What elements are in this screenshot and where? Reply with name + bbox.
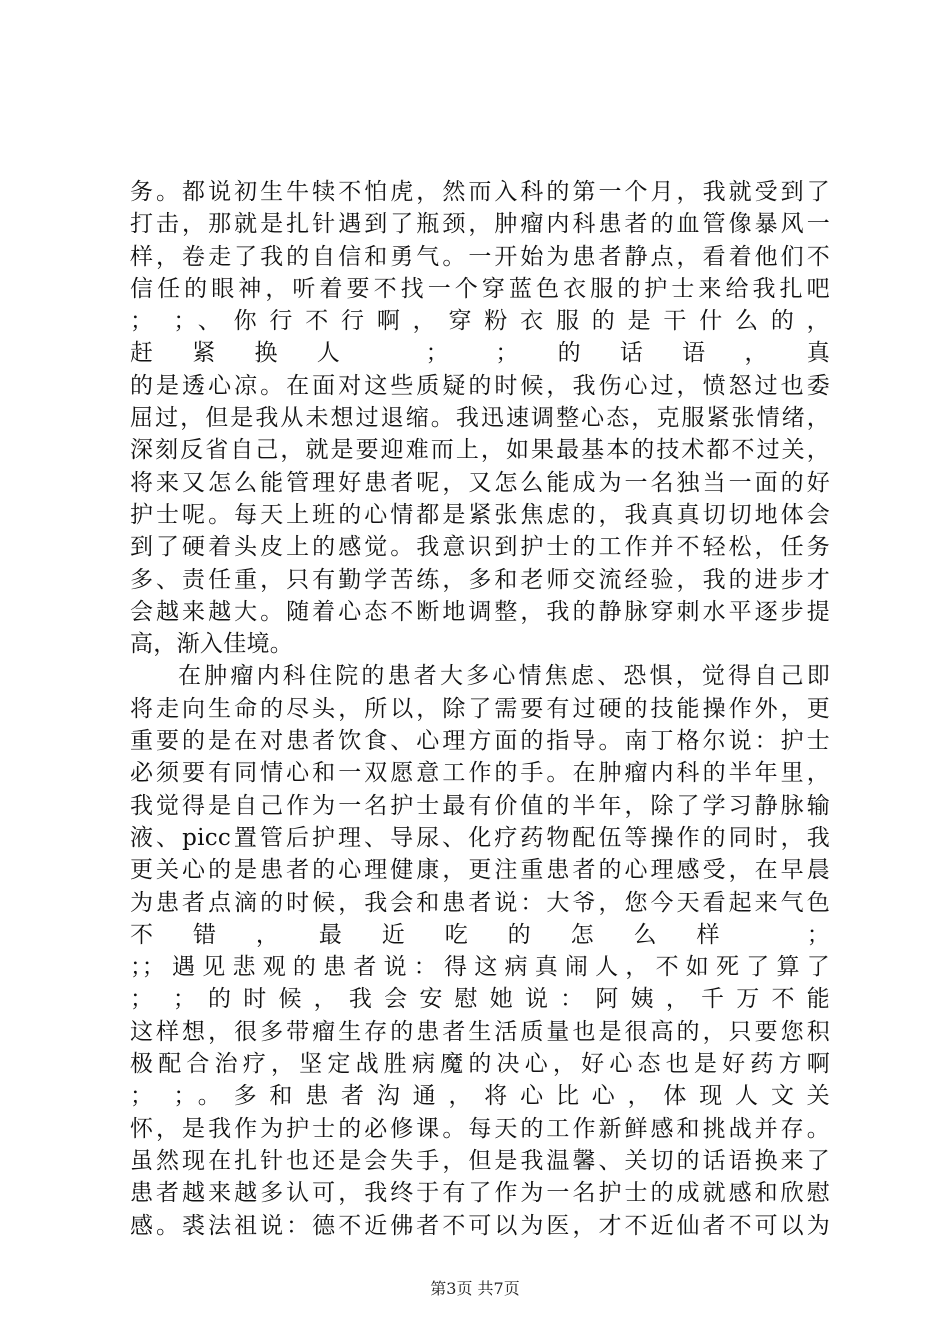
text-line: ； ；、你行不行啊，穿粉衣服的是干什么的，	[130, 308, 830, 335]
text-line: 高，渐入佳境。	[130, 631, 294, 658]
text-line: 赶紧换人 ； ；的话语，真	[130, 340, 830, 367]
text-line: 我觉得是自己作为一名护士最有价值的半年，除了学习静脉输	[130, 792, 830, 819]
text-line: 将来又怎么能管理好患者呢，又怎么能成为一名独当一面的好	[130, 469, 830, 496]
text-line: 信任的眼神，听着要不找一个穿蓝色衣服的护士来给我扎吧	[130, 275, 830, 302]
text-line: ； ；。多和患者沟通，将心比心，体现人文关	[130, 1083, 830, 1110]
page-number-footer: 第3页 共7页	[430, 1279, 520, 1298]
text-line: 将走向生命的尽头，所以，除了需要有过硬的技能操作外，更	[130, 695, 830, 722]
text-line: 怀，是我作为护士的必修课。每天的工作新鲜感和挑战并存。	[130, 1115, 830, 1142]
text-line: 患者越来越多认可，我终于有了作为一名护士的成就感和欣慰	[130, 1180, 830, 1207]
text-line: 液、picc置管后护理、导尿、化疗药物配伍等操作的同时，我	[130, 824, 830, 851]
text-line: 在肿瘤内科住院的患者大多心情焦虑、恐惧，觉得自己即	[178, 663, 830, 690]
text-line: 必须要有同情心和一双愿意工作的手。在肿瘤内科的半年里，	[130, 760, 830, 787]
text-line: 虽然现在扎针也还是会失手，但是我温馨、关切的话语换来了	[130, 1147, 830, 1174]
text-line: 感。裘法祖说：德不近佛者不可以为医，才不近仙者不可以为	[130, 1212, 830, 1239]
text-line: 护士呢。每天上班的心情都是紧张焦虑的，我真真切切地体会	[130, 501, 830, 528]
text-line: 会越来越大。随着心态不断地调整，我的静脉穿刺水平逐步提	[130, 598, 830, 625]
text-line: 更关心的是患者的心理健康，更注重患者的心理感受，在早晨	[130, 857, 830, 884]
text-line: 样，卷走了我的自信和勇气。一开始为患者静点，看着他们不	[130, 243, 830, 270]
text-line: 重要的是在对患者饮食、心理方面的指导。南丁格尔说：护士	[130, 728, 830, 755]
text-line: 屈过，但是我从未想过退缩。我迅速调整心态，克服紧张情绪，	[130, 405, 830, 432]
text-line: 这样想，很多带瘤生存的患者生活质量也是很高的，只要您积	[130, 1018, 830, 1045]
text-line: 不错，最近吃的怎么样 ；	[130, 921, 830, 948]
text-line: ；；遇见悲观的患者说：得这病真闹人，不如死了算了	[130, 954, 830, 981]
body-text	[130, 176, 830, 1242]
text-line: 务。都说初生牛犊不怕虎，然而入科的第一个月，我就受到了	[130, 179, 830, 205]
text-line: 的是透心凉。在面对这些质疑的时候，我伤心过，愤怒过也委	[130, 372, 830, 399]
text-line: 极配合治疗，坚定战胜病魔的决心，好心态也是好药方啊	[130, 1051, 830, 1078]
text-line: 打击，那就是扎针遇到了瓶颈，肿瘤内科患者的血管像暴风一	[130, 211, 830, 238]
text-line: 多、责任重，只有勤学苦练，多和老师交流经验，我的进步才	[130, 566, 830, 593]
text-line: 深刻反省自己，就是要迎难而上，如果最基本的技术都不过关，	[130, 437, 830, 464]
text-line: ； ；的时候，我会安慰她说：阿姨，千万不能	[130, 986, 830, 1013]
text-line: 到了硬着头皮上的感觉。我意识到护士的工作并不轻松，任务	[130, 534, 830, 561]
text-line: 为患者点滴的时候，我会和患者说：大爷，您今天看起来气色	[130, 889, 830, 916]
